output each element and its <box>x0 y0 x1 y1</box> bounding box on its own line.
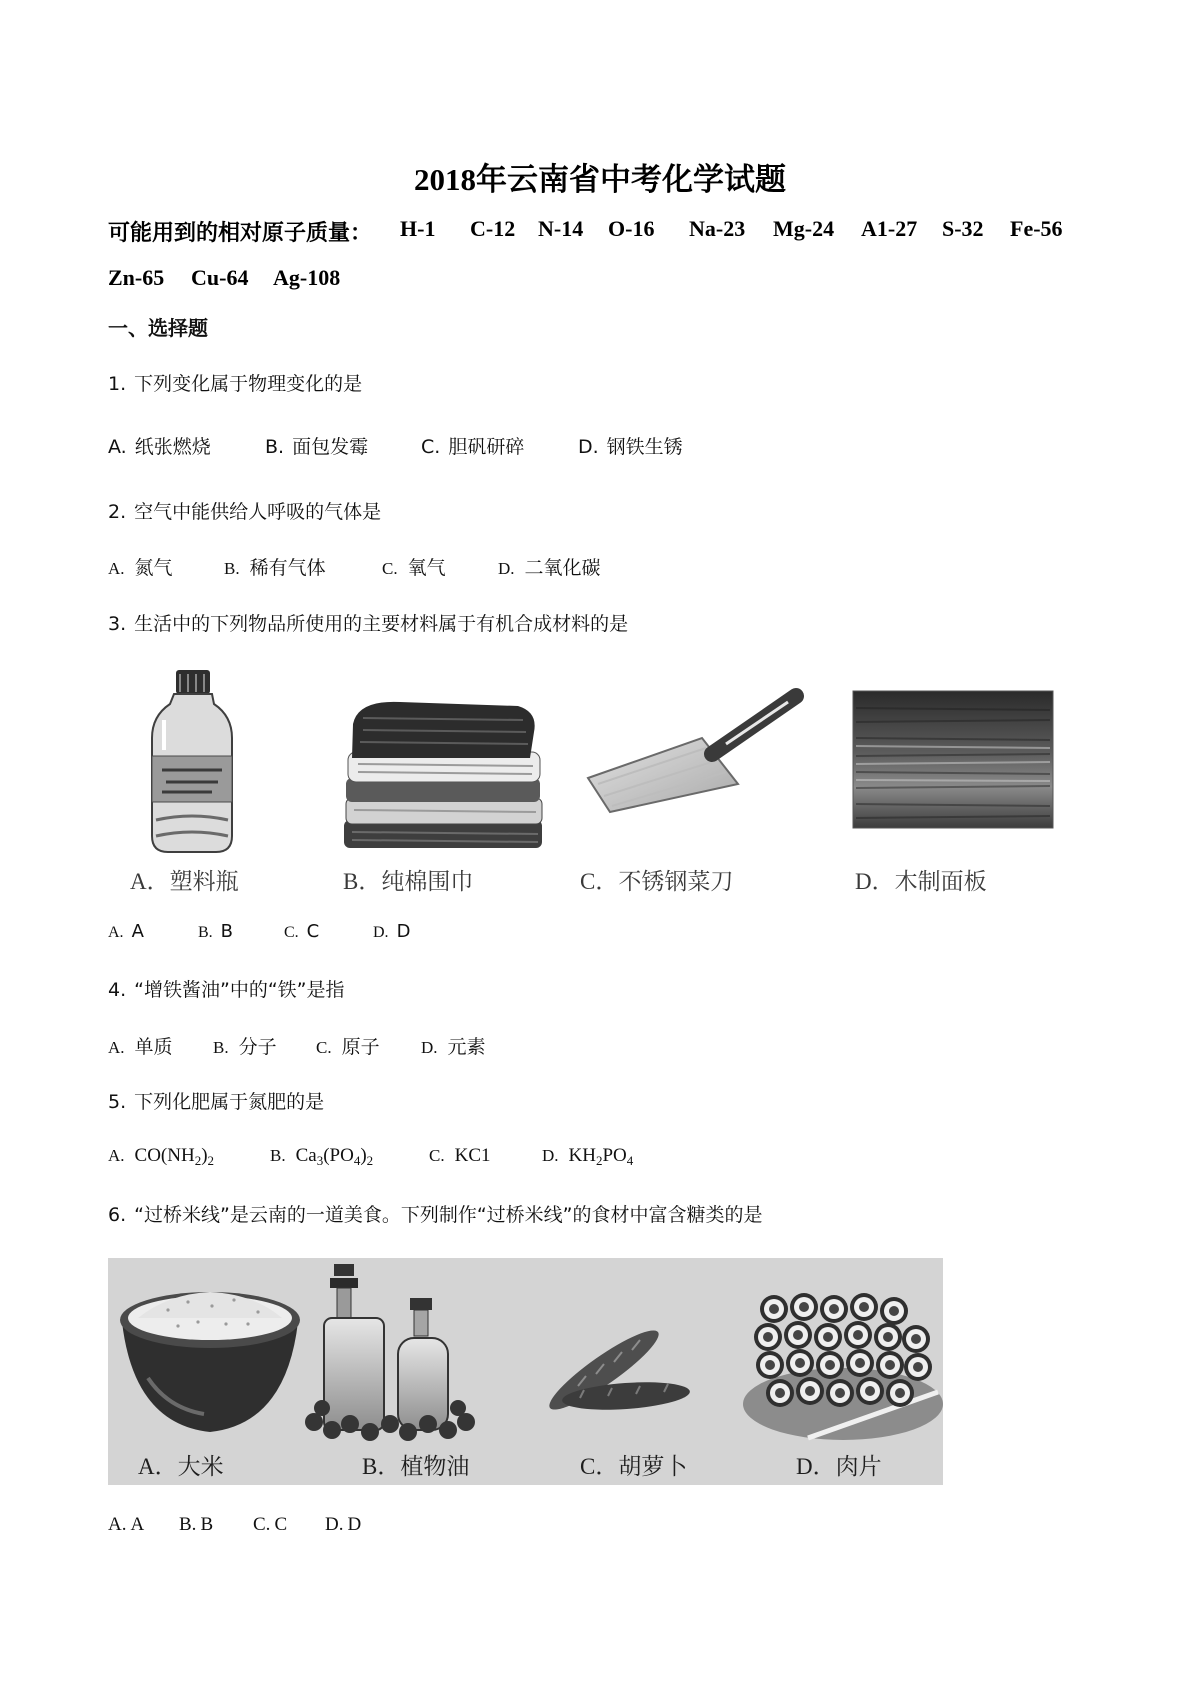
meat-roll <box>902 1325 930 1353</box>
meat-roll <box>790 1293 818 1321</box>
option-letter: D. <box>421 1038 438 1057</box>
question-number: 6. <box>108 1204 127 1226</box>
question-text: 下列化肥属于氮肥的是 <box>134 1091 325 1113</box>
meat-roll <box>846 1349 874 1377</box>
formula-part: ) <box>201 1145 208 1166</box>
question-number: 5. <box>108 1091 127 1113</box>
figure-caption: A．塑料瓶 <box>130 869 239 894</box>
option-text: D <box>347 1514 362 1535</box>
formula-subscript: 2 <box>366 1153 374 1168</box>
question-6-figure <box>108 1258 943 1485</box>
question-6-stem <box>108 1200 763 1227</box>
option-letter: D. <box>542 1146 559 1165</box>
question-6-option-a <box>108 1514 144 1536</box>
meat-roll <box>754 1323 782 1351</box>
cleaver-image <box>588 696 796 812</box>
cotton-scarf-image <box>344 702 542 848</box>
option-text: 钢铁生锈 <box>606 436 683 458</box>
option-text: D <box>396 921 411 942</box>
option-text: 原子 <box>341 1037 380 1058</box>
formula-subscript: 4 <box>626 1153 634 1168</box>
option-letter: D. <box>498 559 515 578</box>
formula-subscript: 4 <box>353 1153 361 1168</box>
option-text: B <box>200 1514 214 1535</box>
meat-roll <box>856 1377 884 1405</box>
meat-roll <box>880 1297 908 1325</box>
option-letter: C. <box>429 1146 445 1165</box>
meat-roll <box>876 1351 904 1379</box>
question-number: 3. <box>108 613 127 635</box>
option-letter: B. <box>224 559 240 578</box>
option-text: 稀有气体 <box>249 558 326 579</box>
question-1-option-d <box>578 432 683 459</box>
option-text: C <box>306 921 320 942</box>
option-text: 纸张燃烧 <box>134 436 211 458</box>
meat-roll <box>826 1379 854 1407</box>
figure-caption: D．肉片 <box>796 1454 882 1479</box>
option-text: A <box>130 1514 145 1535</box>
question-1-option-a <box>108 432 211 459</box>
atomic-mass-item: S-32 <box>942 216 984 241</box>
atomic-mass-item: A1-27 <box>861 216 918 241</box>
meat-roll <box>796 1377 824 1405</box>
board-surface <box>853 691 1053 828</box>
atomic-mass-item: C-12 <box>470 216 516 241</box>
atomic-mass-item: H-1 <box>400 216 436 241</box>
option-letter: C. <box>253 1514 271 1535</box>
figure-caption: B．植物油 <box>362 1454 470 1479</box>
meat-roll <box>756 1351 784 1379</box>
meat-roll <box>874 1323 902 1351</box>
formula-subscript: 2 <box>207 1153 215 1168</box>
figure-caption: C．胡萝卜 <box>580 1454 688 1479</box>
option-letter: A. <box>108 1038 125 1057</box>
formula-part: KH <box>568 1145 596 1166</box>
option-letter: C. <box>382 559 398 578</box>
question-number: 4. <box>108 979 127 1001</box>
option-letter: A. <box>108 436 127 458</box>
question-5-option-c <box>429 1145 491 1167</box>
meat-roll <box>760 1295 788 1323</box>
oil-bottle-large <box>324 1318 384 1430</box>
meat-roll <box>904 1353 932 1381</box>
option-letter: D. <box>325 1514 344 1535</box>
question-2-option-d <box>498 553 601 580</box>
option-text: B <box>220 921 234 942</box>
question-4-option-c <box>316 1032 380 1059</box>
question-2-stem <box>108 497 381 524</box>
question-1-option-c <box>421 432 524 459</box>
formula-part: KC1 <box>454 1145 491 1166</box>
formula-part: ) <box>360 1145 367 1166</box>
option-text: 分子 <box>238 1037 277 1058</box>
figure-caption: B．纯棉围巾 <box>343 869 474 894</box>
meat-roll <box>766 1379 794 1407</box>
formula-part: Ca <box>295 1145 317 1166</box>
option-letter: A. <box>108 1146 125 1165</box>
question-3-figure <box>108 660 1068 905</box>
option-text: 氮气 <box>134 558 173 579</box>
question-text: 下列变化属于物理变化的是 <box>134 373 363 395</box>
atomic-mass-item: Na-23 <box>689 216 746 241</box>
bottle-label <box>152 756 232 802</box>
carrot-image <box>542 1321 691 1420</box>
question-text: “过桥米线”是云南的一道美食。下列制作“过桥米线”的食材中富含糖类的是 <box>134 1204 763 1226</box>
formula-part: PO <box>602 1145 627 1166</box>
option-letter: A. <box>108 924 124 941</box>
question-2-option-c <box>382 553 446 580</box>
question-text: 空气中能供给人呼吸的气体是 <box>134 501 382 523</box>
meat-roll <box>886 1379 914 1407</box>
option-letter: B. <box>179 1514 197 1535</box>
option-letter: A. <box>108 559 125 578</box>
meat-roll <box>784 1321 812 1349</box>
meat-roll <box>816 1351 844 1379</box>
question-4-stem <box>108 975 345 1002</box>
question-text: 生活中的下列物品所使用的主要材料属于有机合成材料的是 <box>134 613 629 635</box>
option-letter: B. <box>270 1146 286 1165</box>
question-1-stem <box>108 369 362 396</box>
atomic-mass-item: Ag-108 <box>273 265 341 290</box>
option-text: A <box>131 921 144 942</box>
formula-subscript: 2 <box>194 1153 202 1168</box>
formula-subscript: 2 <box>595 1153 603 1168</box>
question-2-option-b <box>224 553 326 580</box>
option-letter: A. <box>108 1514 127 1535</box>
question-6-option-b <box>179 1514 213 1536</box>
question-2-option-a <box>108 553 173 580</box>
oil-bottle-small <box>398 1338 448 1430</box>
option-letter: D. <box>578 436 599 458</box>
option-text: 胆矾研碎 <box>448 436 525 458</box>
question-5-option-b <box>270 1145 373 1167</box>
formula-subscript: 3 <box>316 1153 324 1168</box>
option-letter: B. <box>198 924 213 941</box>
meat-roll <box>844 1321 872 1349</box>
plastic-bottle-image <box>152 670 232 852</box>
question-5-option-d <box>542 1145 633 1167</box>
question-text: “增铁酱油”中的“铁”是指 <box>134 979 345 1001</box>
page-title: 2018年云南省中考化学试题 <box>414 162 786 197</box>
option-letter: D. <box>373 924 389 941</box>
question-number: 1. <box>108 373 127 395</box>
question-4-option-b <box>213 1032 277 1059</box>
option-text: C <box>274 1514 288 1535</box>
question-5-stem <box>108 1087 324 1114</box>
question-4-option-d <box>421 1032 486 1059</box>
formula-part: CO(NH <box>134 1145 195 1166</box>
question-3-option-d <box>373 921 410 942</box>
option-text: 元素 <box>447 1037 486 1058</box>
question-5-option-a <box>108 1145 214 1167</box>
formula-part: (PO <box>323 1145 354 1166</box>
question-1-option-b <box>265 432 368 459</box>
option-text: 单质 <box>134 1037 173 1058</box>
figure-caption: C．不锈钢菜刀 <box>580 869 734 894</box>
option-letter: B. <box>265 436 285 458</box>
question-3-option-b <box>198 921 233 942</box>
question-3-option-c <box>284 921 319 942</box>
option-text: 面包发霉 <box>292 436 369 458</box>
vegetable-oil-image <box>305 1264 475 1441</box>
meat-roll <box>786 1349 814 1377</box>
meat-slices-image <box>743 1293 943 1440</box>
option-letter: C. <box>421 436 441 458</box>
rice-bowl-image <box>120 1292 300 1432</box>
meat-roll <box>820 1295 848 1323</box>
meat-roll <box>850 1293 878 1321</box>
meat-roll <box>814 1323 842 1351</box>
section-heading: 一、选择题 <box>108 316 208 340</box>
option-text: 二氧化碳 <box>524 558 601 579</box>
atomic-mass-item: O-16 <box>608 216 655 241</box>
atomic-masses-label: 可能用到的相对原子质量： <box>108 220 373 245</box>
figure-caption: A．大米 <box>138 1454 224 1479</box>
question-3-stem <box>108 609 628 636</box>
question-4-option-a <box>108 1032 173 1059</box>
option-letter: C. <box>316 1038 332 1057</box>
question-number: 2. <box>108 501 127 523</box>
figure-caption: D．木制面板 <box>855 869 987 894</box>
atomic-mass-item: Zn-65 <box>108 265 165 290</box>
atomic-mass-item: Fe-56 <box>1010 216 1063 241</box>
question-6-option-d <box>325 1514 361 1536</box>
atomic-mass-item: N-14 <box>538 216 584 241</box>
option-letter: B. <box>213 1038 229 1057</box>
atomic-mass-item: Cu-64 <box>191 265 249 290</box>
question-6-option-c <box>253 1514 287 1536</box>
wooden-board-image <box>853 691 1053 828</box>
atomic-mass-item: Mg-24 <box>773 216 835 241</box>
question-3-option-a <box>108 921 144 942</box>
option-text: 氧气 <box>407 558 446 579</box>
option-letter: C. <box>284 924 299 941</box>
